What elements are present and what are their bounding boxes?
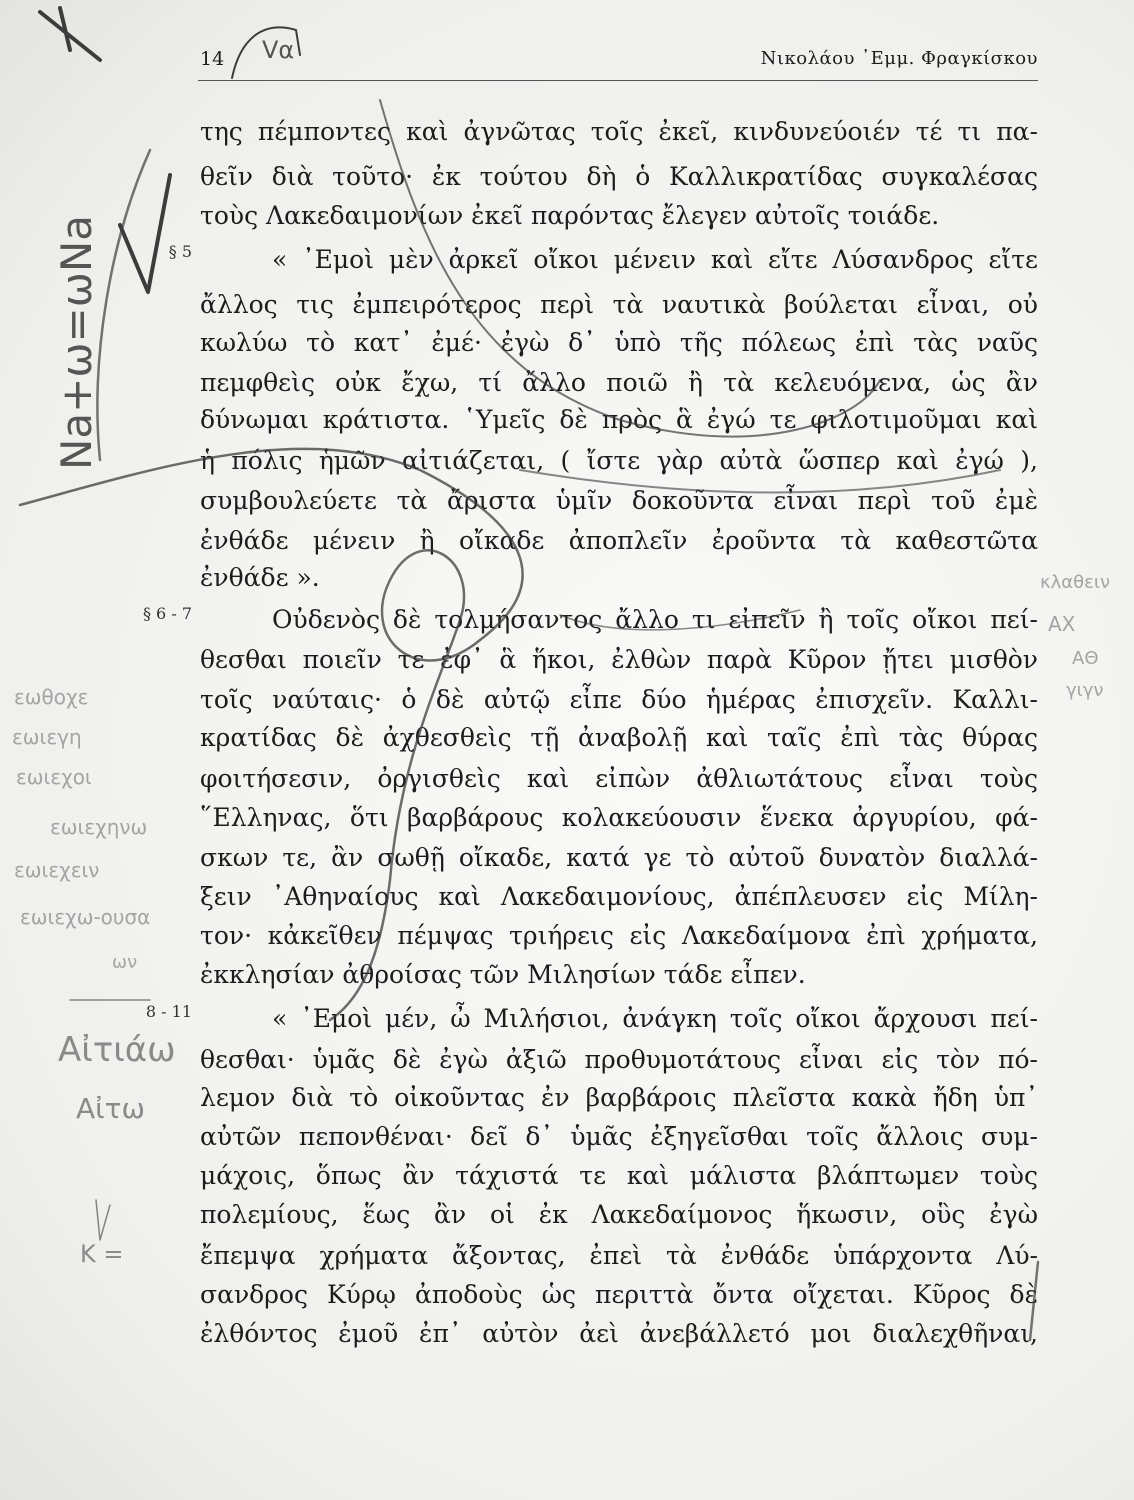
text-line: τον· κἀκεῖθεν πέμψας τριήρεις εἰς Λακεδαίμονα ἐπὶ χρήματα, [200,921,1038,950]
handwritten-lower-note: Αἰτιάω [58,1030,176,1070]
handwritten-right-note: γιγν [1066,680,1104,701]
margin-tick [96,1200,110,1240]
text-line: μάχοις, ὅπως ἂν τάχιστά τε καὶ μάλιστα βλάπτωμεν τοὺς [200,1161,1038,1190]
handwritten-right-note: ΑΧ [1048,612,1076,636]
text-line: τοὺς Λακεδαιμονίων ἐκεῖ παρόντας ἔλεγεν αὐτοῖς τοιάδε. [200,201,940,230]
text-line: πολεμίους, ἕως ἂν οἱ ἐκ Λακεδαίμονος ἥκωσιν, οὓς ἐγὼ [200,1200,1038,1229]
running-head: Νικολάου ᾿Εμμ. Φραγκίσκου [760,48,1038,69]
text-line: της πέμποντες καὶ ἀγνῶτας τοῖς ἐκεῖ, κινδυνεύοιέν τέ τι πα- [200,117,1038,146]
handwritten-lower-note: Αἰτω [76,1092,145,1125]
text-line: φοιτήσεσιν, ὀργισθεὶς καὶ εἰπὼν ἀθλιωτάτους εἶναι τοὺς [200,764,1038,793]
text-line: αὐτῶν πεπονθέναι· δεῖ δ᾿ ὑμᾶς ἐξηγεῖσθαι τοῖς ἄλλοις συμ- [200,1122,1038,1151]
page-number: 14 [200,48,225,70]
text-line: ἐνθάδε ». [200,563,320,592]
handwritten-left-note: εωιεχω-ουσα [20,905,151,929]
text-line: ἐκκλησίαν ἀθροίσας τῶν Μιλησίων τάδε εἶπεν. [200,960,806,989]
text-line: ἡ πόλις ἡμῶν αἰτιάζεται, ( ἴστε γὰρ αὐτὰ ὥσπερ καὶ ἐγώ ), [200,446,1038,475]
text-line: θεσθαι ποιεῖν τε ἐφ᾿ ἃ ἥκοι, ἐλθὼν παρὰ Κῦρον ᾔτει μισθὸν [200,645,1038,674]
handwritten-left-note: εωιεχηνω [50,815,148,839]
handwritten-left-note: ων [112,952,138,973]
handwritten-left-note: εωιεχειν [14,858,100,882]
handwritten-lower-note: Κ = [80,1240,124,1268]
text-line: τοῖς ναύταις· ὁ δὲ αὐτῷ εἶπε δύο ἡμέρας ἐπισχεῖν. Καλλι- [200,685,1038,714]
header-rule [198,80,1038,81]
text-line: ἄλλος τις ἐμπειρότερος περὶ τὰ ναυτικὰ βούλεται εἶναι, οὐ [200,290,1038,319]
margin-line [97,150,150,460]
handwritten-left-note: εωιεχοι [16,765,92,789]
text-line: ῞Ελληνας, ὅτι βαρβάρους κολακεύουσιν ἕνεκα ἀργυρίου, φά- [200,803,1038,832]
section-ref-6-7: § 6 - 7 [142,604,192,623]
text-line: θεῖν διὰ τοῦτο· ἐκ τούτου δὴ ὁ Καλλικρατίδας συγκαλέσας [200,162,1038,191]
text-line: ἐλθόντος ἐμοῦ ἐπ᾿ αὐτὸν ἀεὶ ἀνεβάλλετό μοι διαλεχθῆναι, [200,1319,1038,1348]
text-line: ἐνθάδε μένειν ἢ οἴκαδε ἀποπλεῖν ἐροῦντα τὰ καθεστῶτα [200,526,1038,555]
check-mark [120,175,170,292]
text-line: συμβουλεύετε τὰ ἄριστα ὑμῖν δοκοῦντα εἶναι περὶ τοῦ ἐμὲ [200,486,1038,515]
text-line: ἔπεμψα χρήματα ἄξοντας, ἐπεὶ τὰ ἐνθάδε ὑπάρχοντα Λύ- [200,1241,1038,1270]
text-line: « ᾿Εμοὶ μὲν ἀρκεῖ οἴκοι μένειν καὶ εἴτε Λύσανδρος εἴτε [272,245,1038,274]
handwritten-right-note: κλαθειν [1040,572,1111,593]
handwritten-corner-mark: Vα [262,36,295,64]
section-ref-5: § 5 [168,242,192,261]
text-line: κωλύω τὸ κατ᾿ ἐμέ· ἐγὼ δ᾿ ὑπὸ τῆς πόλεως ἐπὶ τὰς ναῦς [200,328,1038,357]
handwritten-left-note: εωθοχε [14,685,89,709]
text-line: ξειν ᾿Αθηναίους καὶ Λακεδαιμονίους, ἀπέπλευσεν εἰς Μίλη- [200,882,1038,911]
handwritten-left-note: εωιεγη [12,725,82,749]
handwritten-right-note: ΑΘ [1072,648,1099,669]
text-line: « ᾿Εμοὶ μέν, ὦ Μιλήσιοι, ἀνάγκη τοῖς οἴκοι ἄρχουσι πεί- [272,1004,1038,1033]
text-line: λεμον διὰ τὸ οἰκοῦντας ἐν βαρβάροις πλεῖστα κακὰ ἤδη ὑπ᾿ [200,1083,1038,1112]
text-line: σκων τε, ἂν σωθῇ οἴκαδε, κατά γε τὸ αὐτοῦ δυνατὸν διαλλά- [200,843,1038,872]
text-line: πεμφθεὶς οὐκ ἔχω, τί ἄλλο ποιῶ ἢ τὰ κελευόμενα, ὡς ἂν [200,368,1038,397]
handwritten-vertical-note: Na+ω=ωNa [52,214,101,470]
text-line: Οὐδενὸς δὲ τολμήσαντος ἄλλο τι εἰπεῖν ἢ τοῖς οἴκοι πεί- [272,605,1038,634]
section-ref-8-11: 8 - 11 [145,1002,192,1021]
text-line: δύνωμαι κράτιστα. ῾Υμεῖς δὲ πρὸς ἃ ἐγώ τε φιλοτιμοῦμαι καὶ [200,405,1038,434]
corner-scratch-mark [40,8,100,60]
text-line: κρατίδας δὲ ἀχθεσθεὶς τῇ ἀναβολῇ καὶ ταῖς ἐπὶ τὰς θύρας [200,723,1038,752]
text-line: θεσθαι· ὑμᾶς δὲ ἐγὼ ἀξιῶ προθυμοτάτους εἶναι εἰς τὸν πό- [200,1045,1038,1074]
text-line: σανδρος Κύρῳ ἀποδοὺς ὡς περιττὰ ὄντα οἴχεται. Κῦρος δὲ [200,1280,1038,1309]
